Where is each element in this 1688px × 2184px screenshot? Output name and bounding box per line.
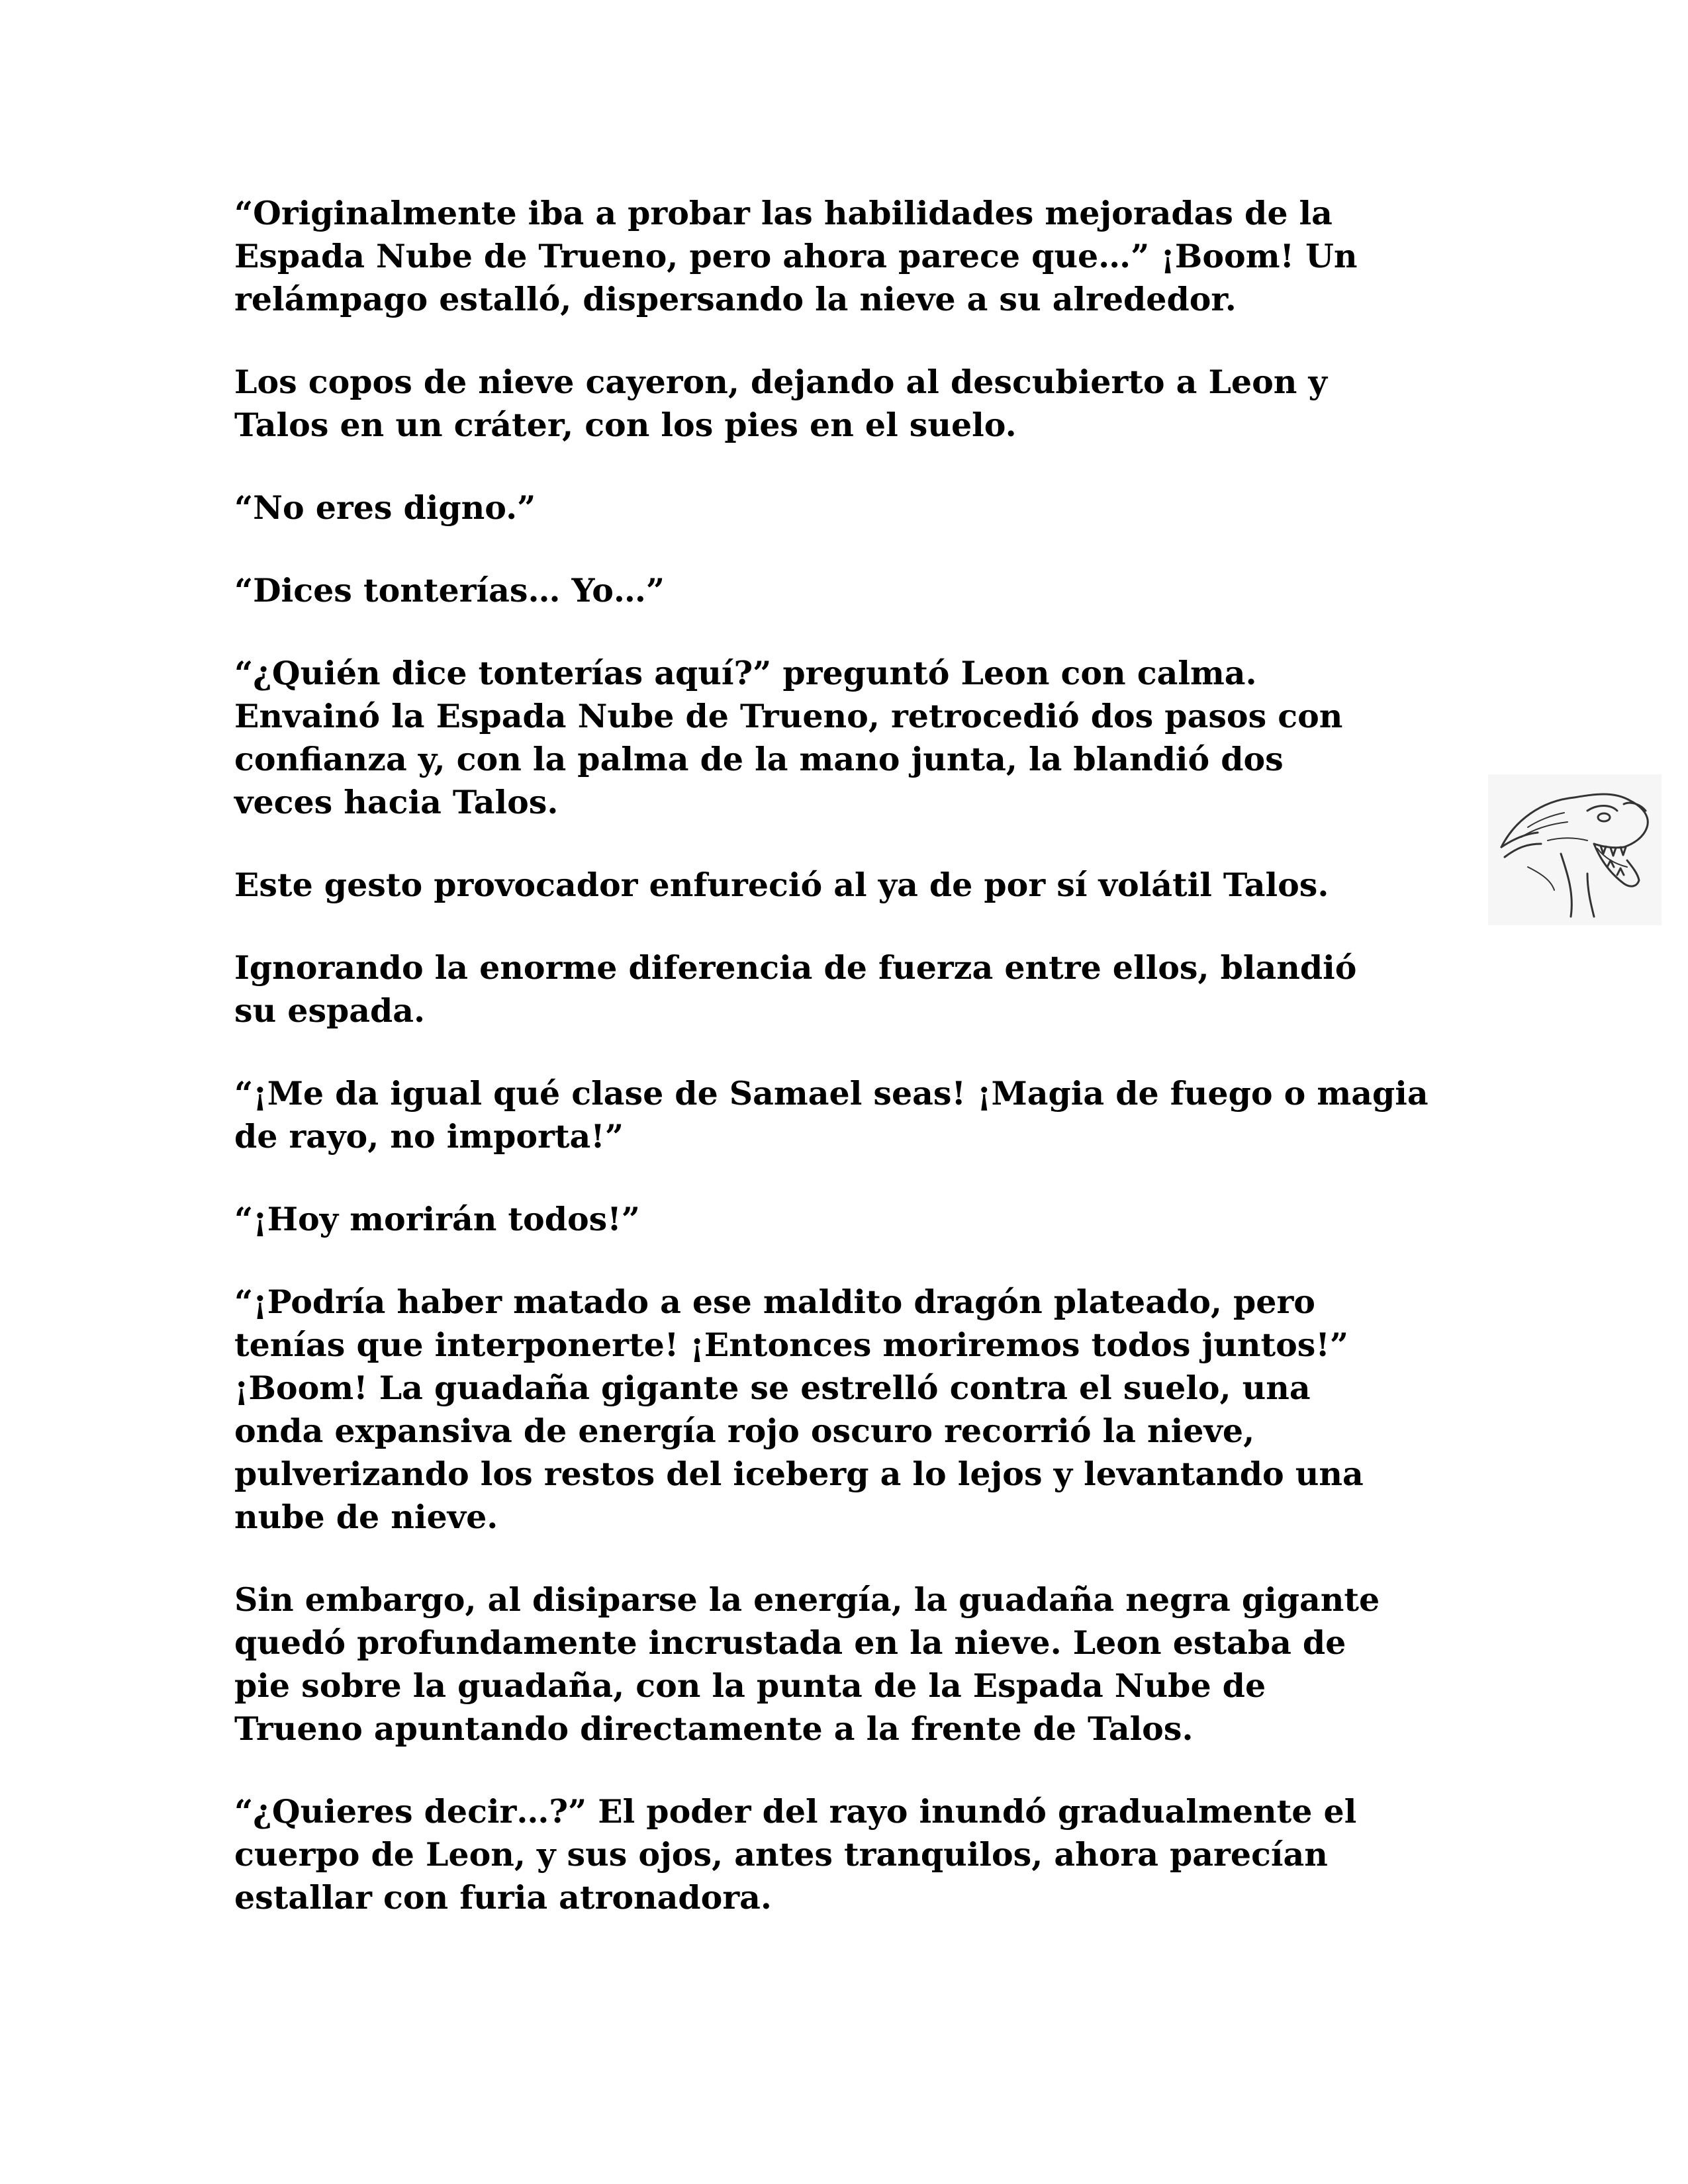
paragraph: “Dices tonterías… Yo…” xyxy=(234,571,665,610)
paragraph: “Originalmente iba a probar las habilidades mejoradas de la Espada Nube de Trueno, pero ahora parece que…” ¡Boom! Un relámpago estalló, dispersando la nieve a su alrededor. xyxy=(234,194,1358,318)
paragraph: “¿Quién dice tonterías aquí?” preguntó Leon con calma. Envainó la Espada Nube de Trueno, retrocedió dos pasos con confianza y, con la palma de la mano junta, la blandió dos veces hacia Talos. xyxy=(234,654,1343,821)
paragraph: Sin embargo, al disiparse la energía, la guadaña negra gigante quedó profundamente incrustada en la nieve. Leon estaba de pie sobre la guadaña, con la punta de la Espada Nube de Trueno apuntando directamente a la frente de Talos. xyxy=(234,1580,1380,1748)
paragraph: “¿Quieres decir…?” El poder del rayo inundó gradualmente el cuerpo de Leon, y sus ojos, antes tranquilos, ahora parecían estallar con furia atronadora. xyxy=(234,1792,1357,1917)
body-text xyxy=(234,192,1466,1959)
paragraph: “¡Hoy morirán todos!” xyxy=(234,1200,640,1238)
paragraph: “No eres digno.” xyxy=(234,488,536,527)
paragraph: Ignorando la enorme diferencia de fuerza entre ellos, blandió su espada. xyxy=(234,948,1357,1030)
paragraph: Los copos de nieve cayeron, dejando al descubierto a Leon y Talos en un cráter, con los pies en el suelo. xyxy=(234,363,1327,444)
paragraph: Este gesto provocador enfureció al ya de por sí volátil Talos. xyxy=(234,866,1329,904)
paragraph: “¡Me da igual qué clase de Samael seas! ¡Magia de fuego o magia de rayo, no importa!” xyxy=(234,1074,1429,1156)
dinosaur-head-sketch-icon xyxy=(1488,774,1662,925)
paragraph: “¡Podría haber matado a ese maldito dragón plateado, pero tenías que interponerte! ¡Entonces moriremos todos juntos!” ¡Boom! La guadaña gigante se estrelló contra el suelo, una onda expansiva de energía rojo oscuro recorrió la nieve, pulverizando los restos del iceberg a lo lejos y levantando una nube de nieve. xyxy=(234,1283,1364,1536)
